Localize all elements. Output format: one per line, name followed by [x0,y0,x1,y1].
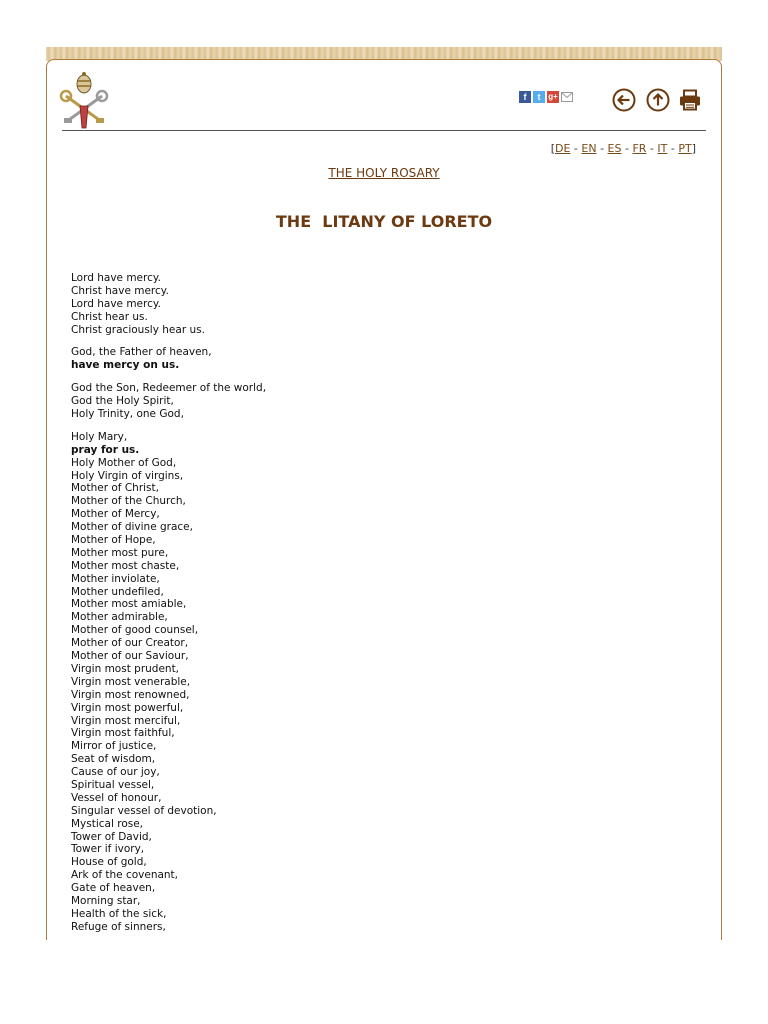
litany-line: Holy Mary, [71,430,128,443]
litany-line: Mother of our Creator, [71,637,189,650]
holy-rosary-link[interactable]: THE HOLY ROSARY [328,166,440,180]
lang-fr-link[interactable]: FR [632,142,647,155]
litany-line: Lord have mercy. [71,272,161,284]
email-icon[interactable] [561,91,573,103]
litany-line: Mother of Christ, [71,482,159,495]
holy-see-emblem-logo[interactable] [58,70,110,130]
litany-line: Lord have mercy. [71,297,161,310]
litany-line: House of gold, [71,856,147,869]
litany-line: Virgin most prudent, [71,662,180,675]
lang-pt-link[interactable]: PT [678,142,692,155]
page-title: THE LITANY OF LORETO [275,212,493,231]
litany-line: Holy Virgin of virgins, [71,469,184,482]
litany-line: Christ graciously hear us. [71,323,205,336]
google-plus-icon[interactable]: g+ [548,92,558,101]
litany-line: Singular vessel of devotion, [71,804,217,817]
litany-line: Mother of divine grace, [71,521,193,534]
litany-line: Mother of the Church, [71,495,186,508]
lang-it-link[interactable]: IT [657,142,668,155]
litany-response: pray for us. [71,443,140,456]
litany-line: Mother undefiled, [71,585,164,598]
litany-line: Seat of wisdom, [71,753,156,766]
litany-line: Holy Mother of God, [71,456,177,469]
lang-en-link[interactable]: EN [581,142,597,155]
litany-line: Virgin most faithful, [71,727,175,740]
litany-line: Mother most chaste, [71,559,180,572]
litany-line: God, the Father of heaven, [71,346,212,359]
share-icons [519,91,573,105]
breadcrumb [0,166,768,180]
litany-line: Ark of the covenant, [71,869,179,882]
lang-es-link[interactable]: ES [607,142,622,155]
header-divider [62,130,706,131]
litany-line: Morning star, [71,894,141,907]
litany-line: Mother most amiable, [71,598,187,611]
litany-line: Cause of our joy, [71,766,160,779]
litany-line: Gate of heaven, [71,882,156,895]
litany-line: Spiritual vessel, [71,778,155,791]
litany-line: Mother of good counsel, [71,624,199,637]
litany-line: Mystical rose, [71,817,144,830]
litany-line: Mother of our Saviour, [71,650,189,663]
litany-line: Mirror of justice, [71,740,157,753]
print-icon[interactable] [678,88,702,112]
litany-line: Mother most pure, [71,546,169,559]
litany-line: Holy Trinity, one God, [71,408,184,421]
facebook-icon[interactable]: f [519,91,531,103]
litany-line: God the Holy Spirit, [71,395,174,408]
litany-line: Mother of Mercy, [71,508,160,521]
litany-line: Virgin most renowned, [71,688,190,701]
language-switcher: [DE - EN - ES - FR - IT - PT] [550,142,696,155]
litany-line: Refuge of sinners, [71,920,166,933]
litany-line: Tower if ivory, [71,843,145,856]
up-icon[interactable] [646,88,670,112]
litany-line: Tower of David, [71,830,152,843]
litany-line: Vessel of honour, [71,791,162,804]
litany-line: Christ hear us. [71,310,148,323]
litany-line: Virgin most powerful, [71,701,184,714]
stanza-gap [71,336,266,346]
litany-response: have mercy on us. [71,359,180,372]
lang-de-link[interactable]: DE [555,142,571,155]
back-icon[interactable] [612,88,636,112]
litany-line: Mother inviolate, [71,572,160,585]
litany-line: God the Son, Redeemer of the world, [71,382,267,395]
litany-line: Health of the sick, [71,907,167,920]
litany-line: Mother of Hope, [71,534,156,547]
stanza-gap [71,421,266,431]
litany-line: Virgin most venerable, [71,675,191,688]
stanza-gap [71,372,266,382]
litany-line: Virgin most merciful, [71,714,181,727]
twitter-icon[interactable]: t [533,91,545,103]
litany-text [71,272,266,934]
litany-line: Christ have mercy. [71,284,169,297]
litany-line: Mother admirable, [71,611,168,624]
